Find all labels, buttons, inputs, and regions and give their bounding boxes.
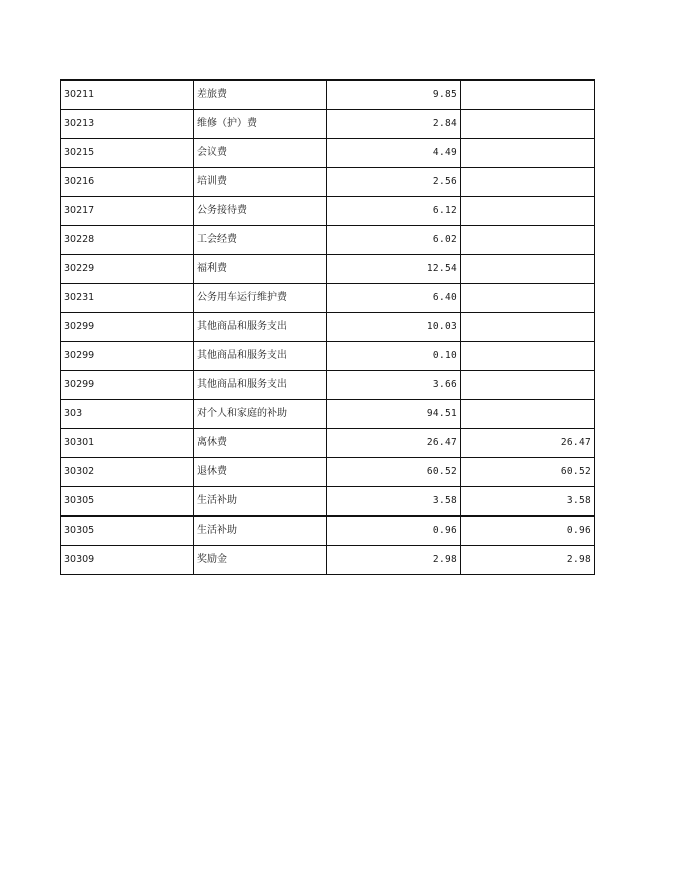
cell-code[interactable]: 30299 (61, 313, 194, 342)
cell-amount[interactable]: 60.52 (327, 458, 461, 487)
table-row (61, 458, 595, 487)
cell-amount[interactable]: 6.02 (327, 226, 461, 255)
cell-code[interactable]: 30305 (61, 487, 194, 517)
cell-amount[interactable]: 6.12 (327, 197, 461, 226)
cell-name[interactable]: 退休费 (194, 458, 327, 487)
cell-amount-2[interactable] (461, 226, 595, 255)
table-row (61, 197, 595, 226)
cell-name[interactable]: 生活补助 (194, 516, 327, 546)
cell-amount-2[interactable] (461, 139, 595, 168)
cell-code[interactable]: 30299 (61, 371, 194, 400)
table-row (61, 80, 595, 110)
table-row (61, 429, 595, 458)
cell-name[interactable]: 对个人和家庭的补助 (194, 400, 327, 429)
table-row (61, 342, 595, 371)
expense-table (60, 79, 595, 575)
cell-amount[interactable]: 94.51 (327, 400, 461, 429)
cell-name[interactable]: 其他商品和服务支出 (194, 313, 327, 342)
cell-code[interactable]: 30228 (61, 226, 194, 255)
cell-name[interactable]: 维修（护）费 (194, 110, 327, 139)
cell-amount-2[interactable]: 2.98 (461, 546, 595, 575)
cell-name[interactable]: 差旅费 (194, 80, 327, 110)
cell-name[interactable]: 工会经费 (194, 226, 327, 255)
cell-name[interactable]: 其他商品和服务支出 (194, 342, 327, 371)
cell-name[interactable]: 奖励金 (194, 546, 327, 575)
cell-amount[interactable]: 4.49 (327, 139, 461, 168)
cell-name[interactable]: 福利费 (194, 255, 327, 284)
table-row (61, 255, 595, 284)
cell-name[interactable]: 公务接待费 (194, 197, 327, 226)
table-row (61, 400, 595, 429)
cell-name[interactable]: 其他商品和服务支出 (194, 371, 327, 400)
cell-code[interactable]: 30305 (61, 516, 194, 546)
cell-name[interactable]: 公务用车运行维护费 (194, 284, 327, 313)
cell-amount-2[interactable] (461, 80, 595, 110)
cell-amount[interactable]: 6.40 (327, 284, 461, 313)
cell-amount-2[interactable] (461, 255, 595, 284)
cell-amount-2[interactable]: 0.96 (461, 516, 595, 546)
cell-amount[interactable]: 2.84 (327, 110, 461, 139)
cell-code[interactable]: 30299 (61, 342, 194, 371)
cell-amount[interactable]: 0.10 (327, 342, 461, 371)
cell-amount-2[interactable] (461, 400, 595, 429)
cell-amount[interactable]: 3.58 (327, 487, 461, 517)
table-body (61, 80, 595, 575)
cell-amount-2[interactable] (461, 168, 595, 197)
cell-name[interactable]: 会议费 (194, 139, 327, 168)
cell-amount[interactable]: 0.96 (327, 516, 461, 546)
table-row (61, 371, 595, 400)
table-row (61, 110, 595, 139)
table-row (61, 168, 595, 197)
cell-amount[interactable]: 2.56 (327, 168, 461, 197)
cell-amount-2[interactable]: 26.47 (461, 429, 595, 458)
cell-amount[interactable]: 12.54 (327, 255, 461, 284)
cell-code[interactable]: 303 (61, 400, 194, 429)
cell-code[interactable]: 30302 (61, 458, 194, 487)
cell-code[interactable]: 30309 (61, 546, 194, 575)
cell-code[interactable]: 30213 (61, 110, 194, 139)
table-row (61, 313, 595, 342)
cell-code[interactable]: 30217 (61, 197, 194, 226)
cell-amount-2[interactable] (461, 342, 595, 371)
cell-amount[interactable]: 2.98 (327, 546, 461, 575)
cell-amount[interactable]: 26.47 (327, 429, 461, 458)
cell-amount[interactable]: 3.66 (327, 371, 461, 400)
cell-amount-2[interactable] (461, 313, 595, 342)
cell-name[interactable]: 生活补助 (194, 487, 327, 517)
table-row (61, 546, 595, 575)
cell-amount[interactable]: 10.03 (327, 313, 461, 342)
spreadsheet (60, 79, 594, 575)
cell-code[interactable]: 30215 (61, 139, 194, 168)
cell-amount-2[interactable] (461, 197, 595, 226)
cell-code[interactable]: 30229 (61, 255, 194, 284)
cell-name[interactable]: 离休费 (194, 429, 327, 458)
cell-amount[interactable]: 9.85 (327, 80, 461, 110)
cell-amount-2[interactable]: 60.52 (461, 458, 595, 487)
cell-code[interactable]: 30231 (61, 284, 194, 313)
cell-amount-2[interactable] (461, 371, 595, 400)
cell-amount-2[interactable] (461, 284, 595, 313)
cell-code[interactable]: 30301 (61, 429, 194, 458)
table-row (61, 516, 595, 546)
cell-amount-2[interactable]: 3.58 (461, 487, 595, 517)
table-row (61, 284, 595, 313)
cell-code[interactable]: 30211 (61, 80, 194, 110)
table-row (61, 226, 595, 255)
table-row (61, 487, 595, 517)
table-row (61, 139, 595, 168)
cell-amount-2[interactable] (461, 110, 595, 139)
cell-code[interactable]: 30216 (61, 168, 194, 197)
cell-name[interactable]: 培训费 (194, 168, 327, 197)
